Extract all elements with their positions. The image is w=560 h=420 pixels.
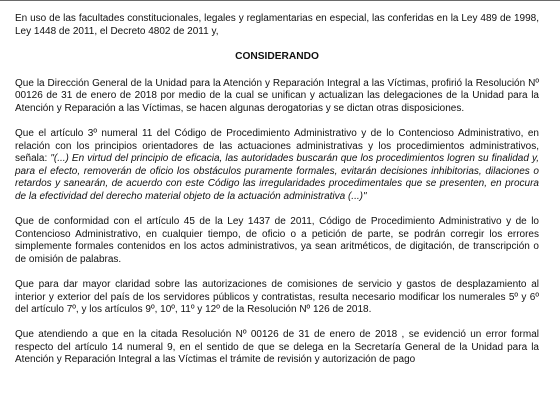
document-body xyxy=(15,13,539,367)
top-border-line xyxy=(0,0,560,1)
paragraph-articulo-45: Que de conformidad con el artículo 45 de la Ley 1437 de 2011, Código de Procedimiento Administrativo y de lo Contencioso Administrativo, en cualquier tiempo, de oficio o a petición de parte, se podrán corregir los errores simplemente formales contenidos en los actos administrativos, ya sean aritméticos, de digitación, de transcripción o de omisión de palabras. xyxy=(15,216,539,265)
paragraph-articulo-3-lead: Que el artículo 3º numeral 11 del Código de Procedimiento Administrativo y de lo Contencioso Administrativo, en relación con los principios orientadores de las actuaciones administrativas y los procedimientos administrativos, señala: xyxy=(15,128,539,165)
intro-paragraph: En uso de las facultades constitucionales, legales y reglamentarias en especial, las conferidas en la Ley 489 de 1998, Ley 1448 de 2011, el Decreto 4802 de 2011 y, xyxy=(15,13,539,37)
paragraph-articulo-3 xyxy=(15,128,539,204)
eficacia-quote: "(...) En virtud del principio de eficacia, las autoridades buscarán que los procedimientos logren su finalidad y, para el efecto, removerán de oficio los obstáculos puramente formales, evitarán decisiones inhibitorias, dilaciones o retardos y sanearán, de acuerdo con este Código las irregularidades procedimentales que se presenten, en procura de la efectividad del derecho material objeto de la actuación administrativa (...)" xyxy=(15,153,539,203)
paragraph-resolucion: Que la Dirección General de la Unidad para la Atención y Reparación Integral a las Víctimas, profirió la Resolución Nº 00126 de 31 de enero de 2018 por medio de la cual se unifican y actualizan las delegaciones de la Unidad para la Atención y Reparación a las Víctimas, se hacen algunas derogatorias y se dictan otras disposiciones. xyxy=(15,77,539,114)
paragraph-autorizaciones: Que para dar mayor claridad sobre las autorizaciones de comisiones de servicio y gastos de desplazamiento al interior y exterior del país de los servidores públicos y contratistas, resulta necesario modificar los numerales 5º y 6º del artículo 7º, y los artículos 9º, 10º, 11º y 12º de la Resolución Nº 126 de 2018. xyxy=(15,279,539,316)
paragraph-error-formal: Que atendiendo a que en la citada Resolución Nº 00126 de 31 de enero de 2018 , se evidenció un error formal respecto del artículo 14 numeral 9, en el sentido de que se delega en la Secretaría General de la Unidad para la Atención y Reparación Integral a las Víctimas el trámite de revisión y autorización de pago xyxy=(15,329,539,366)
considerando-heading: CONSIDERANDO xyxy=(235,51,319,63)
